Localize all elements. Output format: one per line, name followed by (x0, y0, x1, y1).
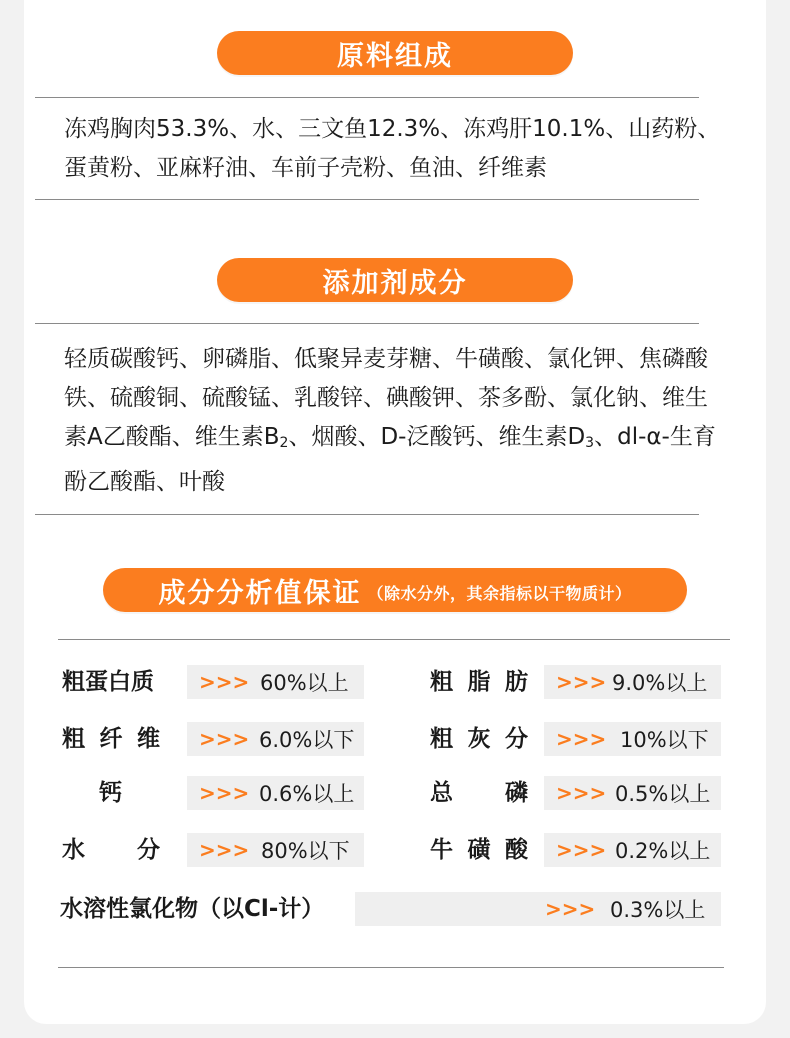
ingredients-title-pill (217, 31, 573, 75)
value-water-soluble-chloride: 0.3%以上 (610, 898, 706, 922)
arrows-icon: >>> (545, 897, 596, 921)
arrows-icon: >>> (556, 670, 607, 694)
label-crude-ash-c1: 粗 (430, 726, 453, 752)
label-moisture (62, 833, 160, 867)
label-total-phosphorus (430, 776, 528, 810)
divider (35, 199, 699, 200)
label-crude-fiber-c1: 粗 (62, 726, 85, 752)
value-box-crude-ash (544, 722, 721, 756)
label-total-phosphorus-c2: 磷 (505, 780, 528, 806)
divider (58, 639, 730, 640)
value-taurine: 0.2%以上 (615, 839, 711, 863)
label-taurine-c3: 酸 (505, 837, 528, 863)
divider (58, 967, 724, 968)
arrows-icon: >>> (199, 781, 250, 805)
divider (35, 323, 699, 324)
label-crude-ash-c3: 分 (505, 726, 528, 752)
label-crude-fiber-c3: 维 (137, 726, 160, 752)
analysis-title: 成分分析值保证 (158, 577, 362, 609)
additives-text-part3: 、dl-α-生育酚乙酸酯、叶酸 (64, 424, 716, 495)
arrows-icon: >>> (199, 838, 250, 862)
arrows-icon: >>> (556, 838, 607, 862)
additives-text-part1: 轻质碳酸钙、卵磷脂、低聚异麦芽糖、牛磺酸、氯化钾、焦磷酸铁、硫酸铜、硫酸锰、乳酸锌、碘酸钾、茶多酚、氯化钠、维生素A乙酸酯、维生素B (64, 346, 708, 450)
label-calcium: 钙 (99, 780, 122, 806)
value-box-moisture (187, 833, 364, 867)
label-crude-fat-c1: 粗 (430, 669, 453, 695)
arrows-icon: >>> (556, 727, 607, 751)
additives-title: 添加剂成分 (322, 267, 468, 299)
value-total-phosphorus: 0.5%以上 (615, 782, 711, 806)
analysis-title-pill (103, 568, 687, 612)
label-moisture-c2: 分 (137, 837, 160, 863)
label-crude-ash (430, 722, 528, 756)
analysis-subtitle: （除水分外，其余指标以干物质计） (367, 583, 632, 603)
value-box-calcium (187, 776, 364, 810)
label-crude-fat-c2: 脂 (467, 669, 491, 695)
subscript-3: 3 (585, 435, 595, 451)
label-crude-ash-c2: 灰 (467, 726, 491, 752)
value-crude-fat: 9.0%以上 (612, 671, 708, 695)
label-taurine-c1: 牛 (430, 837, 453, 863)
label-moisture-c1: 水 (62, 837, 85, 863)
value-crude-protein: 60%以上 (260, 671, 349, 695)
label-crude-fiber (62, 722, 160, 756)
divider (35, 97, 699, 98)
value-calcium: 0.6%以上 (259, 782, 355, 806)
label-crude-fat (430, 665, 528, 699)
additives-text (64, 340, 728, 502)
arrows-icon: >>> (199, 670, 250, 694)
value-box-water-soluble-chloride (355, 892, 721, 926)
divider (35, 514, 699, 515)
additives-title-pill (217, 258, 573, 302)
value-box-crude-protein (187, 665, 364, 699)
value-box-total-phosphorus (544, 776, 721, 810)
label-total-phosphorus-c1: 总 (430, 780, 453, 806)
arrows-icon: >>> (199, 727, 250, 751)
value-moisture: 80%以下 (261, 839, 350, 863)
value-box-crude-fiber (187, 722, 364, 756)
value-crude-ash: 10%以下 (620, 728, 709, 752)
value-crude-fiber: 6.0%以下 (259, 728, 355, 752)
label-crude-fat-c3: 肪 (505, 669, 528, 695)
label-crude-protein: 粗蛋白质 (62, 669, 154, 695)
ingredients-title: 原料组成 (337, 40, 453, 72)
label-taurine-c2: 磺 (467, 837, 491, 863)
value-box-crude-fat (544, 665, 721, 699)
value-box-taurine (544, 833, 721, 867)
subscript-2: 2 (279, 435, 289, 451)
label-water-soluble-chloride: 水溶性氯化物（以Cl-计） (60, 896, 325, 922)
arrows-icon: >>> (556, 781, 607, 805)
label-crude-fiber-c2: 纤 (99, 726, 123, 752)
label-taurine (430, 833, 528, 867)
additives-text-part2: 、烟酸、D-泛酸钙、维生素D (288, 424, 586, 450)
ingredients-text: 冻鸡胸肉53.3%、水、三文鱼12.3%、冻鸡肝10.1%、山药粉、蛋黄粉、亚麻籽油、车前子壳粉、鱼油、纤维素 (64, 116, 721, 181)
